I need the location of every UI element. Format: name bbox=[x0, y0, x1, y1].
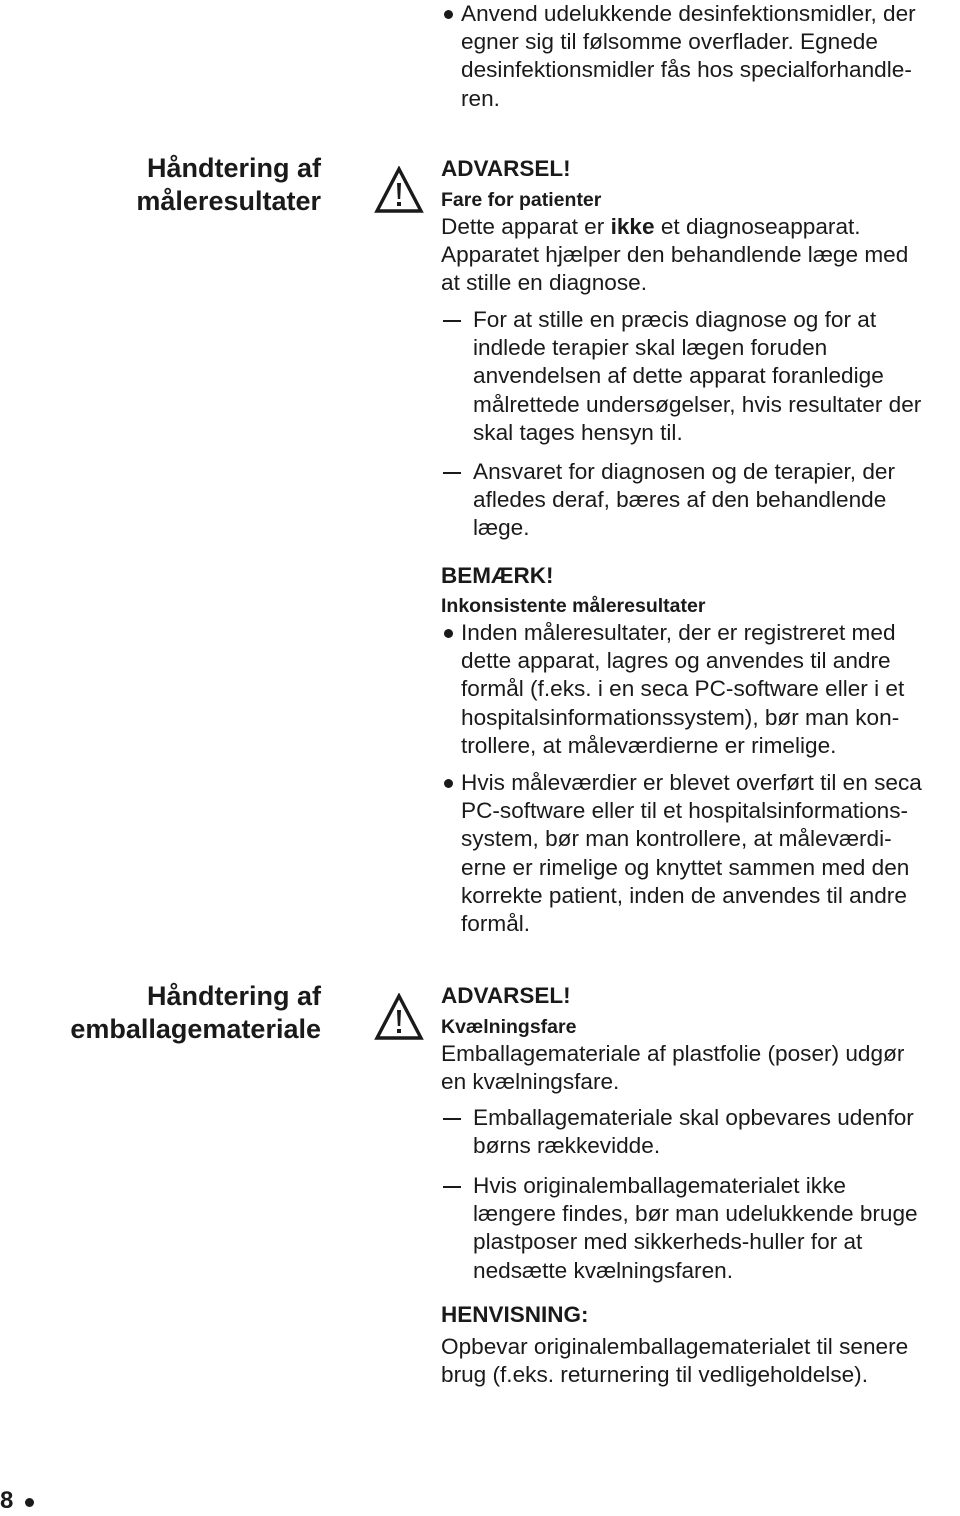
text-line bbox=[441, 213, 960, 241]
text-line: målrettede undersøgelser, hvis resultater der bbox=[473, 391, 922, 417]
note-block bbox=[441, 562, 960, 619]
dash-icon bbox=[443, 1118, 461, 1120]
text-span: et diagnoseapparat. bbox=[654, 214, 861, 239]
text-line: hospitalsinformationssystem), bør man kon- bbox=[461, 704, 900, 730]
section-title-line: emballagemateriale bbox=[70, 1014, 321, 1044]
text-line: anvendelsen af dette apparat foranledige bbox=[473, 363, 884, 389]
hint-block bbox=[441, 1301, 960, 1389]
text-line: Hvis måleværdier er blevet overført til en seca bbox=[461, 770, 922, 795]
text-line: en kvælningsfare. bbox=[441, 1069, 620, 1095]
text-line: plastposer med sikkerheds-huller for at bbox=[473, 1229, 863, 1255]
emphasis-text: ikke bbox=[610, 214, 655, 239]
note-label: BEMÆRK! bbox=[441, 563, 554, 588]
warning-triangle-icon bbox=[374, 166, 424, 214]
warning-intro bbox=[441, 1040, 960, 1096]
warning-label: ADVARSEL! bbox=[441, 983, 571, 1008]
section-title-line: måleresultater bbox=[136, 186, 321, 216]
text-line: brug (f.eks. returnering til vedligeholdelse). bbox=[441, 1362, 868, 1388]
text-line: formål (f.eks. i en seca PC-software eller i et bbox=[461, 676, 905, 702]
bullet-dot-icon bbox=[444, 10, 453, 19]
dash-icon bbox=[443, 472, 461, 474]
text-line: Emballagemateriale skal opbevares udenfor bbox=[473, 1105, 914, 1130]
text-line: indlede terapier skal lægen foruden bbox=[473, 335, 828, 361]
warning-label: ADVARSEL! bbox=[441, 156, 571, 181]
text-line: korrekte patient, inden de anvendes til andre bbox=[461, 882, 907, 908]
text-line: trollere, at måleværdierne er rimelige. bbox=[461, 732, 837, 758]
warning-subtitle: Kvælningsfare bbox=[441, 1016, 577, 1038]
text-line: skal tages hensyn til. bbox=[473, 419, 683, 445]
text-line: Hvis originalemballagematerialet ikke bbox=[473, 1173, 846, 1198]
bullet-dot-icon bbox=[25, 1498, 34, 1507]
text-line: formål. bbox=[461, 911, 531, 937]
text-line: Opbevar originalemballagematerialet til senere bbox=[441, 1334, 909, 1359]
section-title-line: Håndtering af bbox=[146, 153, 321, 183]
section-title-packaging bbox=[21, 980, 321, 1046]
text-line: afledes deraf, bæres af den behandlende bbox=[473, 487, 887, 513]
hint-label: HENVISNING: bbox=[441, 1302, 589, 1327]
dash-icon bbox=[443, 1186, 461, 1188]
text-line: ren. bbox=[461, 85, 500, 111]
note-subtitle: Inkonsistente måleresultater bbox=[441, 595, 706, 617]
text-line: system, bør man kontrollere, at måleværdi- bbox=[461, 826, 892, 852]
warning-block-suffocation bbox=[441, 982, 960, 1096]
text-line: dette apparat, lagres og anvendes til andre bbox=[461, 648, 891, 674]
text-line: børns rækkevidde. bbox=[473, 1133, 661, 1159]
section-title-measurements bbox=[21, 152, 321, 218]
text-line: PC-software eller til et hospitalsinformations- bbox=[461, 798, 909, 824]
text-line: egner sig til følsomme overflader. Egnede bbox=[461, 29, 878, 55]
dash-icon bbox=[443, 320, 461, 322]
text-line: Ansvaret for diagnosen og de terapier, der bbox=[473, 459, 896, 484]
section-title-line: Håndtering af bbox=[146, 981, 321, 1011]
warning-subtitle: Fare for patienter bbox=[441, 189, 602, 211]
text-line: Inden måleresultater, der er registreret med bbox=[461, 620, 896, 645]
text-line: Emballagemateriale af plastfolie (poser) udgør bbox=[441, 1041, 905, 1066]
text-line: at stille en diagnose. bbox=[441, 270, 647, 296]
text-line: Apparatet hjælper den behandlende læge med bbox=[441, 242, 909, 268]
page-number: 8 bbox=[0, 1487, 14, 1514]
bullet-dot-icon bbox=[444, 629, 453, 638]
text-line: For at stille en præcis diagnose og for at bbox=[473, 307, 877, 332]
warning-block-patients bbox=[441, 155, 960, 298]
text-line: Anvend udelukkende desinfektionsmidler, der bbox=[461, 1, 916, 26]
bullet-dot-icon bbox=[444, 779, 453, 788]
warning-intro bbox=[441, 213, 960, 298]
text-line: læge. bbox=[473, 515, 530, 541]
text-line: længere findes, bør man udelukkende bruge bbox=[473, 1201, 918, 1227]
text-line: desinfektionsmidler fås hos specialforhandle- bbox=[461, 57, 912, 83]
text-line: nedsætte kvælningsfaren. bbox=[473, 1257, 733, 1283]
hint-text bbox=[441, 1333, 960, 1389]
text-line: erne er rimelige og knyttet sammen med den bbox=[461, 854, 910, 880]
text-span: Dette apparat er bbox=[441, 214, 611, 239]
warning-triangle-icon bbox=[374, 993, 424, 1041]
